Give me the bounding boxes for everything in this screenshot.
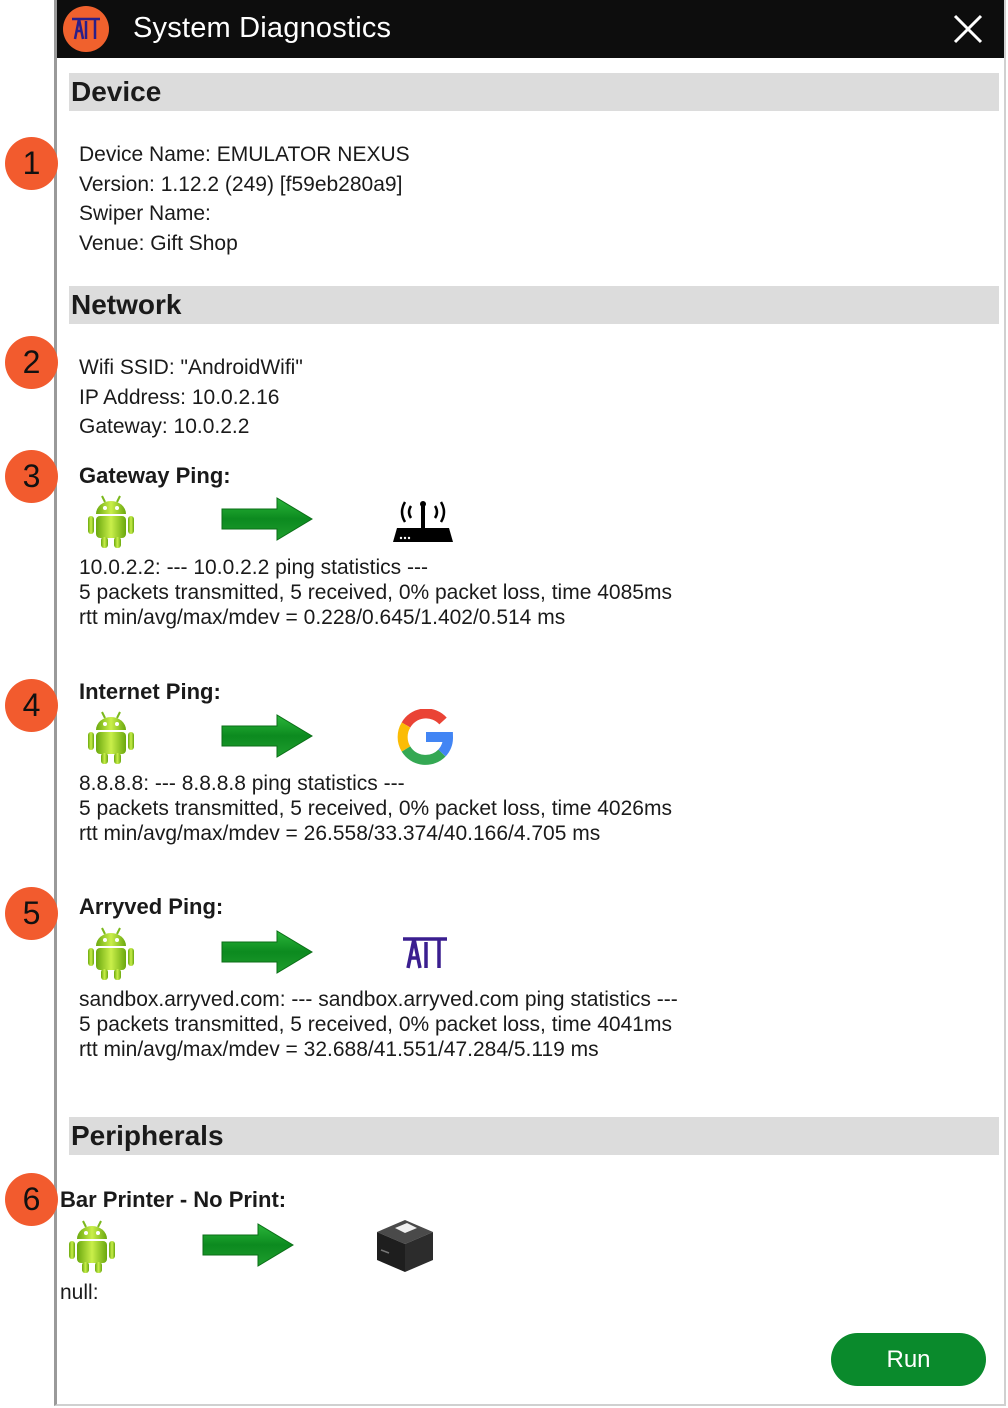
run-button[interactable]: Run: [831, 1333, 986, 1386]
swiper-name: Swiper Name:: [79, 202, 211, 225]
stats-line: 5 packets transmitted, 5 received, 0% packet loss, time 4041ms: [79, 1013, 672, 1036]
gateway-ping-stats: [79, 555, 672, 630]
stats-line: 8.8.8.8: --- 8.8.8.8 ping statistics ---: [79, 772, 405, 795]
bar-printer-title: Bar Printer - No Print:: [60, 1187, 287, 1212]
arrow-right-icon: [202, 1223, 294, 1267]
stats-line: rtt min/avg/max/mdev = 32.688/41.551/47.284/5.119 ms: [79, 1038, 599, 1061]
gateway-ping-title: Gateway Ping:: [79, 463, 231, 488]
step-badge-2: 2: [5, 336, 58, 389]
stats-line: 5 packets transmitted, 5 received, 0% packet loss, time 4026ms: [79, 797, 672, 820]
arrow-right-icon: [221, 930, 313, 974]
diagnostics-window: [54, 0, 1006, 1406]
step-badge-3: 3: [5, 450, 58, 503]
step-badge-1: 1: [5, 137, 58, 190]
android-icon: [87, 709, 135, 765]
title-bar: [57, 0, 1004, 58]
internet-ping-stats: [79, 771, 672, 846]
section-header-network: Network: [69, 286, 999, 324]
android-icon: [87, 493, 135, 549]
section-header-device: Device: [69, 73, 999, 111]
internet-ping-title: Internet Ping:: [79, 679, 221, 704]
stats-line: rtt min/avg/max/mdev = 0.228/0.645/1.402/0.514 ms: [79, 606, 566, 629]
arryved-logo-icon: [401, 936, 449, 970]
bar-printer-result: null:: [60, 1281, 99, 1304]
device-info: [79, 140, 410, 258]
network-info: [79, 353, 303, 442]
stats-line: 10.0.2.2: --- 10.0.2.2 ping statistics ---: [79, 556, 428, 579]
gateway: Gateway: 10.0.2.2: [79, 415, 250, 438]
printer-icon: [373, 1214, 437, 1276]
router-icon: [391, 496, 455, 544]
android-icon: [87, 925, 135, 981]
arrow-right-icon: [221, 714, 313, 758]
window-title: System Diagnostics: [133, 12, 392, 44]
stats-line: sandbox.arryved.com: --- sandbox.arryved.com ping statistics ---: [79, 988, 678, 1011]
arrow-right-icon: [221, 497, 313, 541]
step-badge-5: 5: [5, 887, 58, 940]
close-icon[interactable]: [952, 13, 984, 45]
step-badge-6: 6: [5, 1173, 58, 1226]
arryved-ping-title: Arryved Ping:: [79, 894, 224, 919]
device-version: Version: 1.12.2 (249) [f59eb280a9]: [79, 172, 403, 196]
stats-line: 5 packets transmitted, 5 received, 0% packet loss, time 4085ms: [79, 581, 672, 604]
wifi-ssid: Wifi SSID: "AndroidWifi": [79, 356, 303, 379]
arryved-ping-stats: [79, 987, 678, 1062]
device-name: Device Name: EMULATOR NEXUS: [79, 143, 410, 166]
venue: Venue: Gift Shop: [79, 231, 238, 255]
stats-line: rtt min/avg/max/mdev = 26.558/33.374/40.166/4.705 ms: [79, 822, 601, 845]
ip-address: IP Address: 10.0.2.16: [79, 385, 280, 409]
step-badge-4: 4: [5, 679, 58, 732]
google-icon: [397, 709, 453, 765]
section-header-peripherals: Peripherals: [69, 1117, 999, 1155]
android-icon: [68, 1218, 116, 1274]
app-logo-icon: [63, 6, 109, 52]
